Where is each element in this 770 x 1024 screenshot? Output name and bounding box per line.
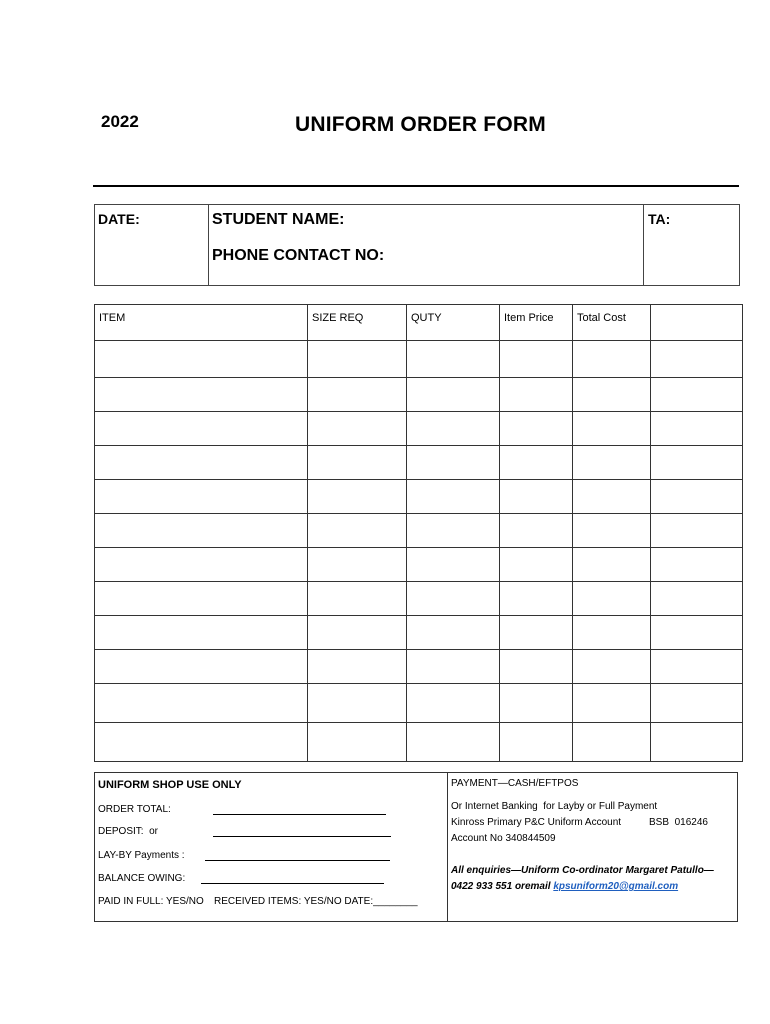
- table-cell[interactable]: [95, 514, 308, 548]
- table-row: [95, 446, 743, 480]
- signature-rule-middle: [206, 185, 642, 187]
- info-divider: [643, 205, 644, 285]
- table-cell[interactable]: [500, 446, 573, 480]
- payment-methods: PAYMENT—CASH/EFTPOS: [451, 778, 579, 789]
- ta-label: TA:: [648, 211, 671, 227]
- table-row: [95, 684, 743, 723]
- table-cell[interactable]: [651, 684, 743, 723]
- table-cell[interactable]: [308, 650, 407, 684]
- received-items-label: RECEIVED ITEMS: YES/NO DATE:________: [214, 896, 418, 907]
- table-cell[interactable]: [500, 616, 573, 650]
- layby-label: LAY-BY Payments :: [98, 850, 185, 861]
- table-cell[interactable]: [95, 723, 308, 762]
- table-cell[interactable]: [95, 341, 308, 378]
- table-row: [95, 412, 743, 446]
- column-header-quantity: QUTY: [407, 305, 500, 341]
- column-header-item: ITEM: [95, 305, 308, 341]
- table-cell[interactable]: [407, 446, 500, 480]
- table-cell[interactable]: [308, 514, 407, 548]
- table-cell[interactable]: [573, 582, 651, 616]
- table-cell[interactable]: [95, 684, 308, 723]
- table-cell[interactable]: [95, 616, 308, 650]
- balance-owing-line[interactable]: [201, 883, 384, 884]
- table-cell[interactable]: [308, 446, 407, 480]
- table-cell[interactable]: [308, 582, 407, 616]
- table-cell[interactable]: [651, 650, 743, 684]
- signature-rule-left: [93, 185, 206, 187]
- account-number: Account No 340844509: [451, 833, 556, 844]
- table-cell[interactable]: [500, 480, 573, 514]
- table-cell[interactable]: [500, 514, 573, 548]
- table-cell[interactable]: [573, 723, 651, 762]
- table-row: [95, 582, 743, 616]
- table-cell[interactable]: [407, 412, 500, 446]
- table-cell[interactable]: [407, 650, 500, 684]
- student-name-label: STUDENT NAME:: [212, 211, 345, 228]
- deposit-line[interactable]: [213, 836, 391, 837]
- table-cell[interactable]: [573, 412, 651, 446]
- shop-use-title: UNIFORM SHOP USE ONLY: [98, 779, 242, 791]
- table-cell[interactable]: [573, 684, 651, 723]
- table-row: [95, 723, 743, 762]
- deposit-label: DEPOSIT: or: [98, 826, 159, 837]
- page-title: UNIFORM ORDER FORM: [295, 113, 546, 136]
- table-cell[interactable]: [500, 378, 573, 412]
- uniform-shop-box: [94, 772, 738, 922]
- table-cell[interactable]: [500, 723, 573, 762]
- column-header-total-cost: Total Cost: [573, 305, 651, 341]
- email-link[interactable]: kpsuniform20@gmail.com: [553, 881, 679, 892]
- table-cell[interactable]: [500, 684, 573, 723]
- column-header-size: SIZE REQ: [308, 305, 407, 341]
- table-cell[interactable]: [573, 480, 651, 514]
- table-row: [95, 650, 743, 684]
- table-cell[interactable]: [651, 378, 743, 412]
- info-divider: [208, 205, 209, 285]
- table-cell[interactable]: [95, 480, 308, 514]
- contact-line: [451, 881, 678, 892]
- table-cell[interactable]: [500, 582, 573, 616]
- table-cell[interactable]: [308, 480, 407, 514]
- table-cell[interactable]: [407, 616, 500, 650]
- order-total-line[interactable]: [213, 814, 386, 815]
- student-info-box: [94, 204, 740, 286]
- table-cell[interactable]: [651, 446, 743, 480]
- table-cell[interactable]: [407, 723, 500, 762]
- table-row: [95, 514, 743, 548]
- form-year: 2022: [101, 112, 139, 131]
- table-cell[interactable]: [95, 378, 308, 412]
- table-cell[interactable]: [407, 548, 500, 582]
- table-cell[interactable]: [95, 412, 308, 446]
- table-cell[interactable]: [308, 616, 407, 650]
- contact-phone-prefix: 0422 933 551 oremail: [451, 881, 554, 892]
- table-row: [95, 548, 743, 582]
- table-cell[interactable]: [407, 582, 500, 616]
- table-cell[interactable]: [407, 480, 500, 514]
- paid-in-full-label: PAID IN FULL: YES/NO: [98, 896, 204, 907]
- table-cell[interactable]: [651, 412, 743, 446]
- table-cell[interactable]: [500, 341, 573, 378]
- layby-line[interactable]: [205, 860, 390, 861]
- table-cell[interactable]: [407, 684, 500, 723]
- table-cell[interactable]: [573, 548, 651, 582]
- table-cell[interactable]: [573, 514, 651, 548]
- table-cell[interactable]: [308, 341, 407, 378]
- account-name: Kinross Primary P&C Uniform Account: [451, 817, 622, 828]
- shop-divider: [447, 773, 448, 921]
- table-cell[interactable]: [407, 378, 500, 412]
- table-cell[interactable]: [95, 582, 308, 616]
- table-cell[interactable]: [308, 378, 407, 412]
- table-cell[interactable]: [95, 650, 308, 684]
- table-row: [95, 616, 743, 650]
- enquiries-note: All enquiries—Uniform Co-ordinator Margaret Patullo—: [451, 865, 714, 876]
- table-cell[interactable]: [573, 378, 651, 412]
- table-cell[interactable]: [651, 341, 743, 378]
- column-header-blank: [651, 305, 743, 341]
- table-cell[interactable]: [500, 650, 573, 684]
- items-table: [94, 304, 743, 762]
- table-row: [95, 480, 743, 514]
- table-cell[interactable]: [573, 341, 651, 378]
- table-cell[interactable]: [651, 548, 743, 582]
- table-cell[interactable]: [651, 480, 743, 514]
- table-cell[interactable]: [651, 582, 743, 616]
- table-cell[interactable]: [407, 514, 500, 548]
- signature-rule-right: [642, 185, 739, 187]
- table-cell[interactable]: [308, 412, 407, 446]
- table-row: [95, 341, 743, 378]
- table-cell[interactable]: [573, 446, 651, 480]
- internet-banking-note: Or Internet Banking for Layby or Full Payment: [451, 801, 658, 812]
- table-cell[interactable]: [308, 548, 407, 582]
- table-cell[interactable]: [308, 684, 407, 723]
- table-cell[interactable]: [500, 412, 573, 446]
- column-header-item-price: Item Price: [500, 305, 573, 341]
- table-cell[interactable]: [308, 723, 407, 762]
- table-cell[interactable]: [95, 446, 308, 480]
- table-cell[interactable]: [651, 616, 743, 650]
- table-cell[interactable]: [651, 514, 743, 548]
- table-row: [95, 378, 743, 412]
- table-cell[interactable]: [407, 341, 500, 378]
- table-cell[interactable]: [95, 548, 308, 582]
- date-label: DATE:: [98, 211, 140, 227]
- table-cell[interactable]: [573, 650, 651, 684]
- table-cell[interactable]: [500, 548, 573, 582]
- table-cell[interactable]: [651, 723, 743, 762]
- bsb-number: BSB 016246: [649, 817, 708, 828]
- table-cell[interactable]: [573, 616, 651, 650]
- balance-owing-label: BALANCE OWING:: [98, 873, 186, 884]
- order-total-label: ORDER TOTAL:: [98, 804, 171, 815]
- phone-contact-label: PHONE CONTACT NO:: [212, 247, 385, 264]
- table-header-row: [95, 305, 743, 341]
